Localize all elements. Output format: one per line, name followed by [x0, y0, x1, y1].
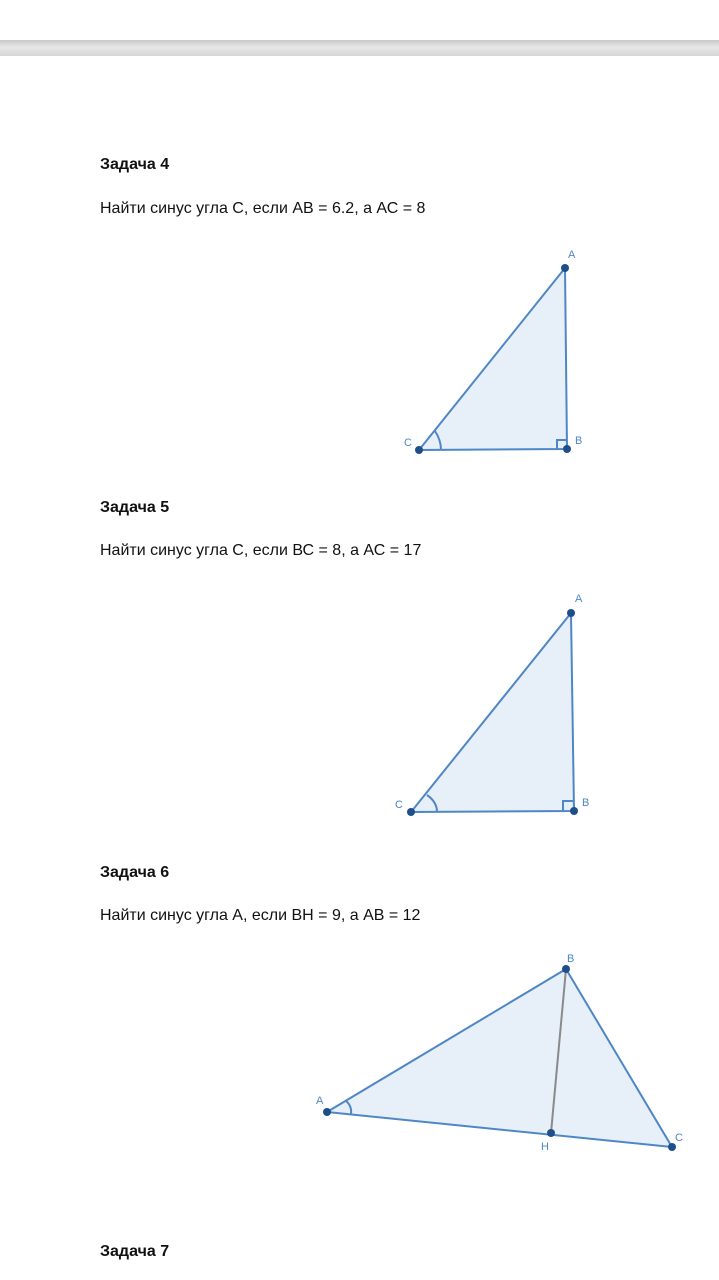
task-4-label-c: C — [404, 437, 412, 449]
task-6-label-h: H — [541, 1141, 549, 1153]
task-6-title: Задача 6 — [100, 864, 170, 881]
task-6-label-c: C — [675, 1132, 683, 1144]
task-6-text: Найти синус угла А, если ВН = 9, а АВ = 12 — [100, 907, 421, 924]
task-4-title: Задача 4 — [100, 156, 170, 173]
task-6-label-a: A — [316, 1095, 324, 1107]
task-7-title: Задача 7 — [100, 1243, 170, 1260]
task-5-text: Найти синус угла С, если ВС = 8, а АС = 17 — [100, 542, 422, 559]
task-6-triangle — [327, 969, 672, 1147]
task-5-label-a: A — [575, 593, 583, 605]
task-6-point-h — [547, 1129, 555, 1137]
task-6-label-b: B — [567, 953, 575, 965]
task-5-title: Задача 5 — [100, 499, 170, 516]
task-4-text: Найти синус угла С, если АВ = 6.2, а АС = 8 — [100, 200, 426, 217]
task-5-label-b: B — [582, 797, 590, 809]
task-6-point-c — [668, 1143, 676, 1151]
task-6-point-b — [562, 965, 570, 973]
task-4-label-b: B — [575, 435, 583, 447]
task-6-point-a — [323, 1108, 331, 1116]
task-5-label-c: C — [395, 799, 403, 811]
task-4-label-a: A — [568, 249, 576, 261]
